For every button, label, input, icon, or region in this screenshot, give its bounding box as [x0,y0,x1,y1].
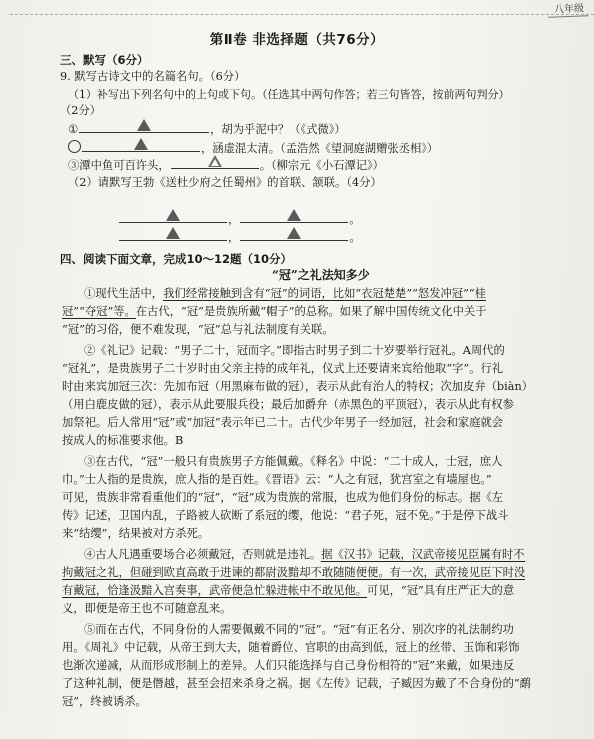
answer-blank-3[interactable] [171,158,259,169]
p1-line2 [62,305,487,319]
p1-line1-text: ①现代生活中， [84,287,164,300]
answer-blank-2[interactable] [82,141,200,152]
period: 。 [349,231,361,244]
q9-sub1-prompt: （1）补写出下列名句中的上句或下句。（任选其中两句作答；若三句皆答，按前两句判分） [68,88,510,101]
fill-item-3-prefix: ③潭中鱼可百许头， [68,159,170,172]
p5-line5: 冠”，终被诱杀。 [62,695,147,708]
p4-line3 [62,584,514,598]
fill-item-2 [68,140,438,156]
p4-line1 [84,548,525,562]
top-divider [10,14,594,15]
poem-line-1 [118,212,361,227]
fill-item-2-suffix: ，涵虚混太清。（孟浩然《望洞庭湖赠张丞相》） [201,142,439,155]
p2-line6: 按成人的标准要求他。B [62,434,184,447]
fill-item-3-suffix: 。（柳宗元《小石潭记》） [259,159,384,172]
fill-item-1 [68,122,346,137]
p1-line1 [84,287,486,301]
article-title: “冠”之礼法知多少 [272,268,370,282]
triangle-marker-icon [166,227,180,239]
p4-underlined-text: 据《汉书》记载，汉武帝接见臣属有时不 [321,548,525,561]
p2-line2: “冠礼”，是贵族男子二十岁时由父亲主持的成年礼，仪式上还要请来宾给他取“字”。行礼 [62,362,504,375]
section4-heading: 四、阅读下面文章，完成10～12题（10分） [60,252,293,266]
p3-line3: 可见，贵族非常看重他们的“冠”，“冠”成为贵族的常服，也成为他们身份的标志。据《左 [62,491,504,504]
q9-sub2-prompt: （2）请默写王勃《送杜少府之任蜀州》的首联、颔联。（4分） [68,176,382,189]
answer-blank-6[interactable] [119,230,227,241]
p4-line2 [62,566,525,580]
fill-item-3 [68,158,384,173]
fill-item-1-suffix: ，胡为乎泥中？（《式微》） [210,123,346,136]
p1-underlined-text: 我们经常接触到含有“冠”的词语，比如“衣冠楚楚”“怒发冲冠”“桂 [163,287,486,300]
p5-line2: 用。《周礼》中记载，从帝王到大夫，随着爵位、官职的由高到低，冠上的丝带、玉饰和彩饰 [62,641,520,654]
p5-line4: 了这种礼制，便是僭越，甚至会招来杀身之祸。据《左传》记载，子臧因为戴了不合身份的“鹬 [62,677,531,690]
q9-sub1-score: （2分） [60,104,102,117]
q9-prompt: 9. 默写古诗文中的名篇名句。（6分） [60,70,246,83]
triangle-marker-icon [208,155,222,167]
answer-blank-1[interactable] [79,122,209,133]
comma: ， [228,231,240,244]
p3-line5: 来“结缨”，结果被对方杀死。 [62,527,210,540]
p4-line4: 义，即便是帝王也不可随意乱来。 [62,602,232,615]
section3-heading: 三、默写（6分） [60,53,149,67]
p3-line1: ③在古代，“冠”一般只有贵族男子方能佩戴。《释名》中说：“二十成人，士冠，庶人 [84,455,503,468]
answer-blank-4[interactable] [119,212,227,223]
p2-line3: 时由来宾加冠三次：先加布冠（用黑麻布做的冠），表示从此有治人的特权；次加皮弁（biàn） [62,380,534,393]
part-title: 第Ⅱ卷 非选择题（共76分） [209,32,385,48]
triangle-marker-icon [137,119,151,131]
p4-line1-text: ④古人凡遇重要场合必须戴冠，否则就是违礼。 [84,548,322,561]
grade-tag: 八年级 [548,0,589,18]
p3-line2: 巾。”士人指的是贵族，庶人指的是百姓。《晋语》云：“人之有冠，犹宫室之有墙屋也。” [62,473,492,486]
p2-line1: ②《礼记》记载：“男子二十，冠而字。”即指古时男子到二十岁要举行冠礼。A周代的 [84,344,505,357]
p4-underlined-text-2: 拘戴冠之礼，但碰到欧直高敢于进谏的都尉汲黯却不敢随随便便。有一次，武帝接见臣下时没 [62,566,526,579]
poem-line-2 [118,230,361,245]
p5-line3: 也渐次递减，从而形成形制上的差异。人们只能选择与自己身份相符的“冠”来戴，如果违反 [62,659,515,672]
p1-line2-text: 在古代，“冠”是贵族所戴“帽子”的总称。如果了解中国传统文化中关于 [135,305,487,318]
p1-line3: “冠”的习俗，便不难发现，“冠”总与礼法制度有关联。 [62,323,334,336]
triangle-marker-icon [287,209,301,221]
p4-line3-text: 可见，“冠”具有庄严正大的意 [367,584,515,597]
answer-blank-5[interactable] [240,212,348,223]
circled-two-icon [68,140,81,153]
fill-item-1-prefix: ① [68,123,79,136]
triangle-marker-icon [166,209,180,221]
p2-line5: 加祭祀。后人常用“冠”或“加冠”表示年已二十。古代少年男子一经加冠，社会和家庭就会 [62,416,504,429]
period: 。 [349,213,361,226]
answer-blank-7[interactable] [240,230,348,241]
triangle-marker-icon [134,138,148,150]
p4-underlined-text-3: 有戴冠，恰逢汲黯入宫奏事，武帝便急忙躲进帐中不敢见他。 [62,584,368,597]
comma: ， [228,213,240,226]
p3-line4: 传》记述，卫国内乱，子路被人砍断了系冠的缨，他说：“君子死，冠不免。”于是停下战斗 [62,509,509,522]
triangle-marker-icon [287,227,301,239]
p2-line4: （用白鹿皮做的冠），表示从此要服兵役；最后加爵弁（赤黑色的平顶冠），表示从此有权参 [62,398,514,411]
p1-underlined-text-2: 冠”“夺冠”等。 [62,305,136,318]
p5-line1: ⑤而在古代，不同身份的人需要佩戴不同的“冠”。“冠”有正名分、别次序的礼法制约功 [84,623,514,636]
